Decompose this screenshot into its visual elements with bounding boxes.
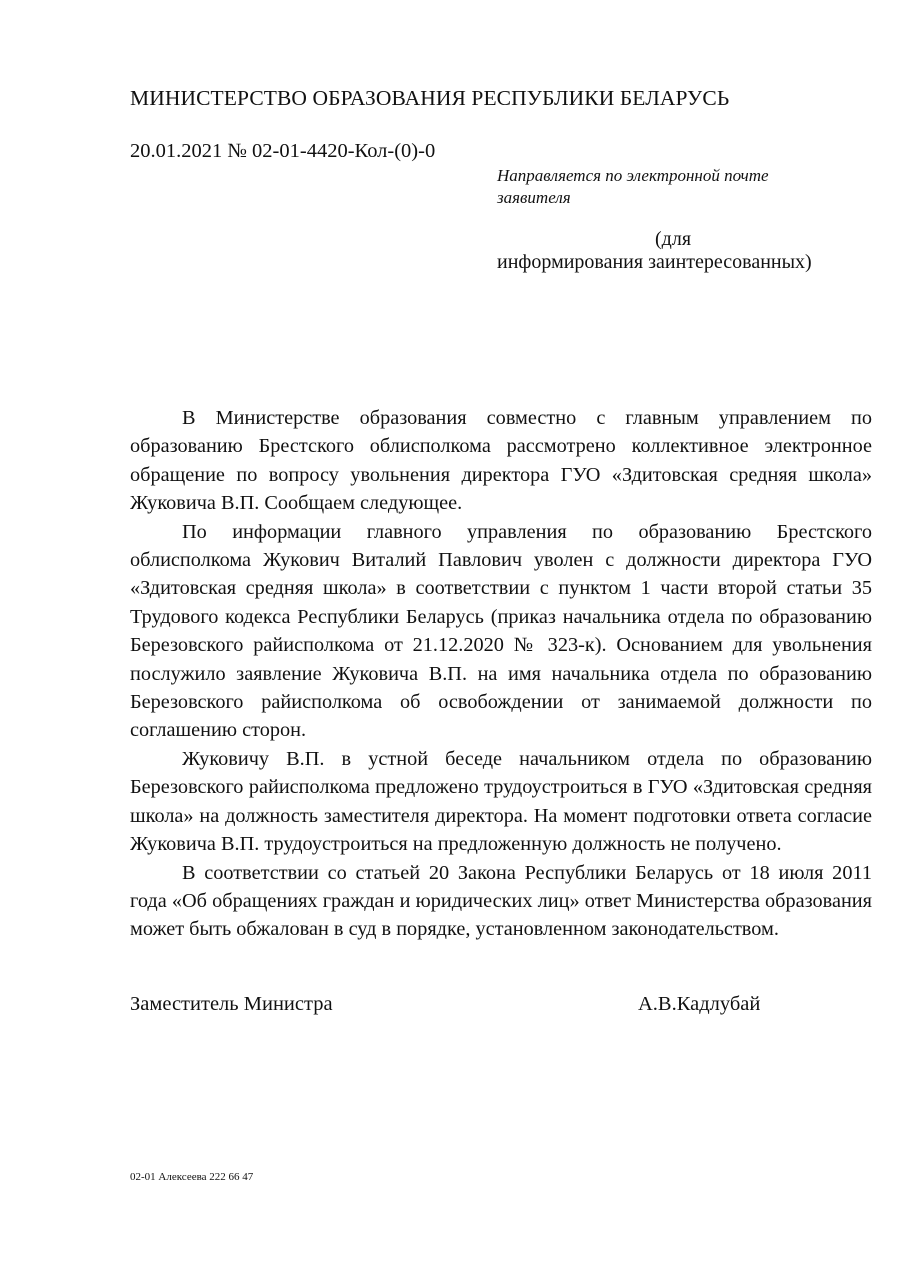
delivery-note: Направляется по электронной почте заявителя	[497, 166, 769, 207]
addressee-line-1: (для	[655, 228, 692, 250]
registration-number: 20.01.2021 № 02-01-4420-Кол-(0)-0	[130, 140, 436, 162]
signatory-position: Заместитель Министра	[130, 993, 333, 1015]
letter-body	[130, 404, 872, 944]
signatory-name: А.В.Кадлубай	[638, 993, 761, 1015]
body-paragraph: По информации главного управления по образованию Брестского облисполкома Жукович Виталий Павлович уволен с должности директора ГУО «Здитовская средняя школа» в соответствии с пунктом 1 части второй статьи 35 Трудового кодекса Республики Беларусь (приказ начальника отдела по образованию Березовского райисполкома от 21.12.2020 № 323-к). Основанием для увольнения послужило заявление Жуковича В.П. на имя начальника отдела по образованию Березовского райисполкома об освобождении от занимаемой должности по соглашению сторон.	[130, 520, 872, 742]
addressee-block	[497, 228, 867, 274]
addressee-line-2: информирования заинтересованных)	[497, 251, 812, 273]
body-paragraph: Жуковичу В.П. в устной беседе начальником отдела по образованию Березовского райисполкома предложено трудоустроиться в ГУО «Здитовская средняя школа» на должность заместителя директора. На момент подготовки ответа согласие Жуковича В.П. трудоустроиться на предложенную должность не получено.	[130, 747, 872, 856]
body-paragraph: В Министерстве образования совместно с главным управлением по образованию Брестского облисполкома рассмотрено коллективное электронное обращение по вопросу увольнения директора ГУО «Здитовская средняя школа» Жуковича В.П. Сообщаем следующее.	[130, 407, 872, 515]
executor-footer: 02-01 Алексеева 222 66 47	[130, 1171, 254, 1183]
body-paragraph: В соответствии со статьей 20 Закона Республики Беларусь от 18 июля 2011 года «Об обращениях граждан и юридических лиц» ответ Министерства образования может быть обжалован в суд в порядке, установленном законодательством.	[130, 861, 872, 941]
ministry-title: МИНИСТЕРСТВО ОБРАЗОВАНИЯ РЕСПУБЛИКИ БЕЛАРУСЬ	[130, 86, 730, 110]
